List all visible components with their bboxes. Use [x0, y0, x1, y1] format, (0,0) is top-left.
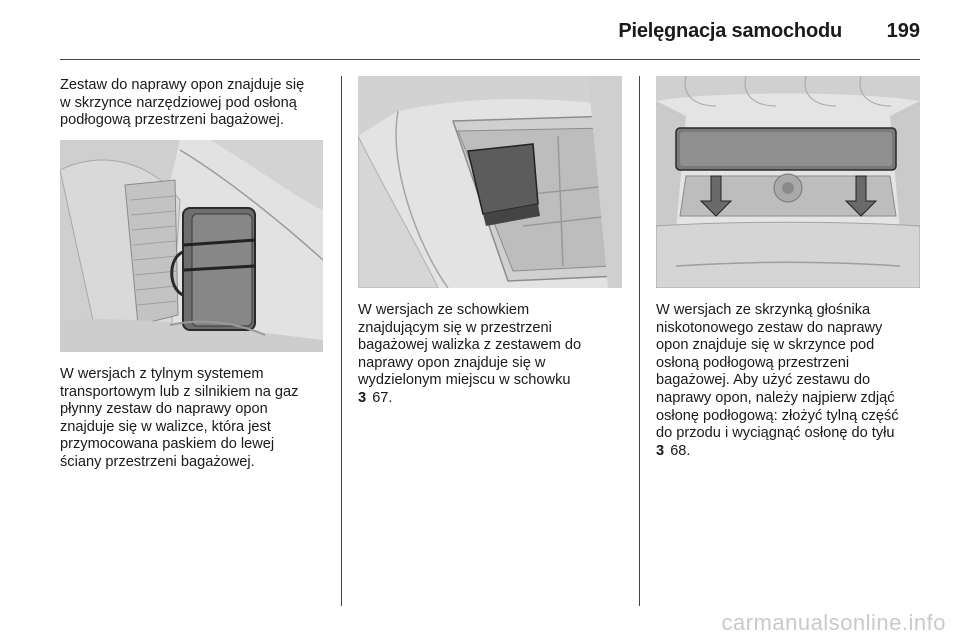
header-rule — [60, 59, 920, 60]
text-line: wydzielonym miejscu w schowku — [358, 372, 571, 389]
figure-subwoofer-box — [656, 76, 920, 288]
text-line: znajdującym się w przestrzeni — [358, 319, 552, 336]
page-number: 199 — [886, 20, 920, 42]
text-line: opon znajduje się w skrzynce pod — [656, 337, 875, 354]
figure-trunk-suitcase — [60, 140, 323, 352]
page-reference-icon: 3 — [656, 442, 665, 459]
text-line: do przodu i wyciągnąć osłonę do tyłu — [656, 425, 895, 442]
col3-text — [656, 302, 926, 460]
text-line: naprawy opon, należy najpierw zdjąć — [656, 389, 895, 406]
col1-text — [60, 366, 335, 472]
text-line: W wersjach ze skrzynką głośnika — [656, 302, 871, 318]
text-line: osłonę podłogową: złożyć tylną część — [656, 407, 899, 424]
text-line: osłoną podłogową przestrzeni — [656, 354, 850, 371]
col1-intro — [60, 77, 330, 130]
text-line: W wersjach ze schowkiem — [358, 302, 530, 318]
watermark: carmanualsonline.info — [721, 610, 946, 635]
text-line: przymocowana paskiem do lewej — [60, 436, 275, 453]
text-line: płynny zestaw do naprawy opon — [60, 401, 268, 418]
xref-page: 67. — [372, 389, 393, 406]
column-divider-2 — [639, 76, 640, 606]
text-line: znajduje się w walizce, która jest — [60, 418, 271, 435]
text-line: bagażowej. Aby użyć zestawu do — [656, 372, 871, 389]
text-line: Zestaw do naprawy opon znajduje się — [60, 77, 305, 93]
text-line: bagażowej walizka z zestawem do — [358, 337, 582, 354]
text-line: W wersjach z tylnym systemem — [60, 366, 264, 382]
text-line: niskotonowego zestaw do naprawy — [656, 319, 883, 336]
text-line: ściany przestrzeni bagażowej. — [60, 453, 255, 470]
text-line: transportowym lub z silnikiem na gaz — [60, 383, 299, 400]
xref-page: 68. — [670, 442, 691, 459]
col2-text — [358, 302, 628, 408]
cross-reference[interactable] — [358, 390, 628, 408]
column-divider-1 — [341, 76, 342, 606]
text-line: w skrzynce narzędziowej pod osłoną — [60, 94, 297, 111]
header-title: Pielęgnacja samochodu — [618, 20, 842, 42]
cross-reference[interactable] — [656, 443, 926, 461]
text-line: naprawy opon znajduje się w — [358, 354, 546, 371]
figure-storage-compartment — [358, 76, 622, 288]
text-line: podłogową przestrzeni bagażowej. — [60, 112, 284, 129]
page-reference-icon: 3 — [358, 389, 367, 406]
page-header — [60, 0, 920, 60]
